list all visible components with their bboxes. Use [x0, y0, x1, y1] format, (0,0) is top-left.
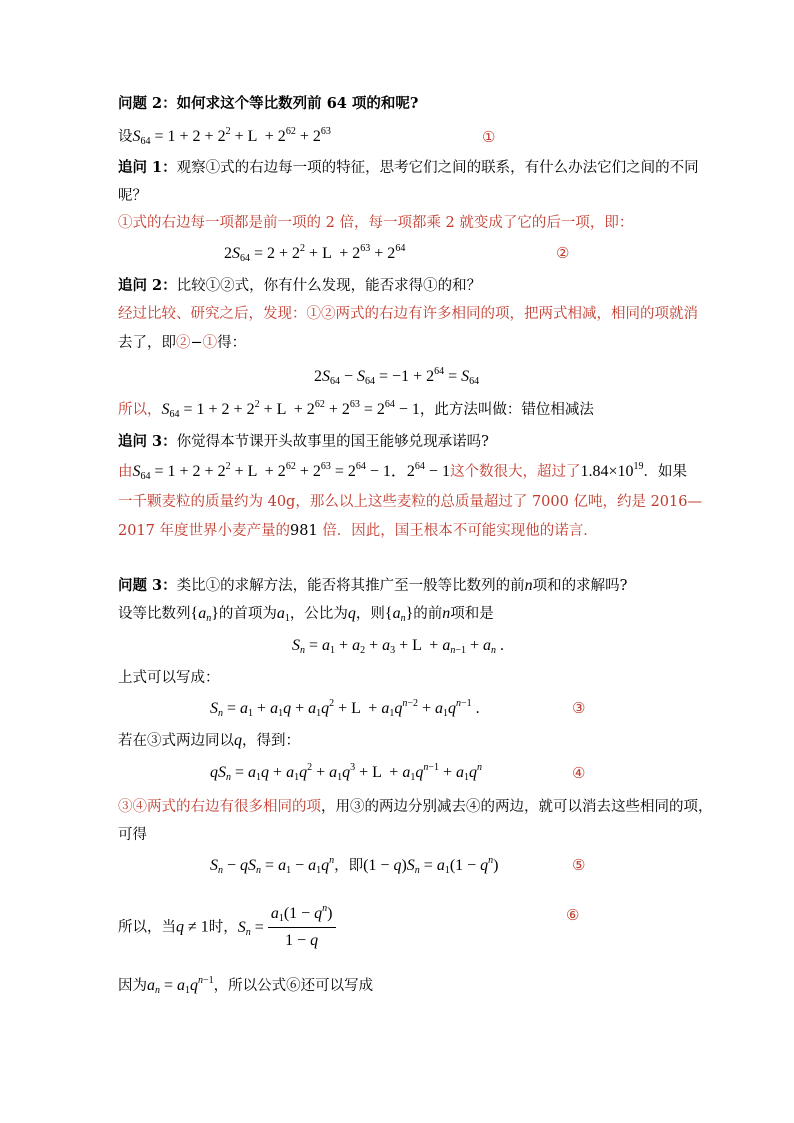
- setup-d: ，则: [355, 606, 385, 622]
- followup-1-text: 观察①式的右边每一项的特征，思考它们之间的联系，有什么办法它们之间的不同: [176, 160, 699, 176]
- sum-result: $S_{64} = 1 + 2 + 2^2 + L + 2^{62} + 2^{63} = 2^{64} - 1$: [161, 399, 420, 420]
- circle-2: ②: [176, 335, 191, 351]
- equation-6-number: ⑥: [566, 906, 580, 924]
- followup-3: [118, 432, 489, 452]
- question-3-label: 问题 3：: [118, 577, 177, 594]
- formula-line: 所以，当q ≠ 1时，$S_n$ = $\frac{a_1(1 - q^n)}{1 - q}$: [118, 902, 336, 953]
- equation-2: $2S_{64} = 2 + 2^2 + L + 2^{63} + 2^{64}$: [224, 243, 406, 264]
- setup-e: 的前: [413, 606, 443, 622]
- followup-1-cont: 呢？: [118, 188, 147, 204]
- by-prefix: 由: [118, 464, 133, 480]
- followup-3-label: 追问 3：: [118, 433, 177, 450]
- equation-1: $S_{64} = 1 + 2 + 2^2 + L + 2^{62} + 2^{63}$: [132, 126, 331, 147]
- difference-black: ，用③的两边分别减去④的两边，就可以消去这些相同的项，: [321, 799, 713, 815]
- since-line: 因为$a_n = a_1q^{n-1}$，所以公式⑥还可以写成: [118, 975, 374, 996]
- bound-value: $1.84\times 10^{19}$: [580, 461, 644, 480]
- followup-2-text: 比较①②式，你有什么发现，能否求得①的和？: [176, 278, 482, 294]
- difference-line: [118, 797, 713, 817]
- equation-4-number: ④: [572, 764, 586, 782]
- multiply-a: 若在③式两边同以: [118, 733, 234, 749]
- equation-1-prefix: 设: [118, 129, 133, 145]
- question-3-text-a: 类比①的求解方法，能否将其推广至一般等比数列的前: [176, 578, 525, 594]
- text-a: 去了，即: [118, 335, 176, 351]
- so-b: 时，: [208, 919, 238, 936]
- multiply-b: ，得到：: [242, 733, 300, 749]
- equation-5: $S_n - qS_n = a_1 - a_1q^n$，即$(1 - q)S_n = a_1(1 - q^n)$: [210, 855, 499, 876]
- equation-3: $S_n = a_1 + a_1q + a_1q^2 + L + a_1q^{n-2} + a_1q^{n-1}$ .: [210, 698, 480, 719]
- question-2-text: 如何求这个等比数列前 64 项的和呢?: [176, 95, 419, 112]
- question-2-label: 问题 2：: [118, 95, 177, 112]
- followup-1: [118, 158, 699, 178]
- big-number-text: 这个数很大，超过了: [449, 464, 581, 480]
- if-text: ．如果: [643, 464, 687, 480]
- followup-3-text: 你觉得本节课开头故事里的国王能够兑现承诺吗?: [176, 434, 489, 450]
- equation-1-number: ①: [482, 128, 496, 146]
- equation-2-number: ②: [556, 244, 570, 262]
- question-3: [118, 576, 627, 596]
- difference-red: ③④两式的右边有很多相同的项: [118, 799, 321, 815]
- so-prefix: 所以，: [118, 402, 162, 418]
- so-a: 所以，当: [118, 919, 176, 936]
- equation-1-line: [118, 127, 331, 147]
- followup-2-answer: [118, 304, 698, 324]
- multiply-line: 若在③式两边同以q，得到：: [118, 732, 300, 749]
- setup-f: 项和是: [450, 606, 494, 622]
- followup-1-label: 追问 1：: [118, 159, 177, 176]
- ratio-value: 981: [290, 523, 318, 539]
- followup-1-answer: ①式的右边每一项都是前一项的 2 倍，每一项都乘 2 就变成了它的后一项，即：: [118, 215, 634, 231]
- equation-3-number: ③: [572, 699, 586, 717]
- question-2: [118, 94, 418, 114]
- equation-5-mid: ，即: [334, 858, 364, 874]
- setup-a: 设等比数列: [118, 606, 191, 622]
- rewrite-text: 上式可以写成：: [118, 670, 220, 686]
- big-number: ．$2^{64} - 1$: [390, 461, 450, 480]
- followup-2-answer-intro: 经过比较、研究之后，发现：: [118, 306, 307, 322]
- equation-4: $qS_n = a_1q + a_1q^2 + a_1q^3 + L + a_1q^{n-1} + a_1q^n$: [210, 762, 482, 783]
- followup-2: [118, 276, 481, 296]
- followup-3-answer-l2: 一千颗麦粒的质量约为 40g，那么以上这些麦粒的总质量超过了 7000 亿吨，约是 2016—: [118, 494, 702, 510]
- setup-c: ，公比为: [289, 606, 348, 622]
- question-3-text-b: 项和的求解吗?: [532, 578, 628, 594]
- sum-eq-again: $S_{64} = 1 + 2 + 2^2 + L + 2^{62} + 2^{63} = 2^{64} - 1$: [132, 461, 391, 482]
- conclusion-text: 倍．因此，国王根本不可能实现他的诺言．: [317, 523, 598, 539]
- sn-definition: $S_n = a_1 + a_2 + a_3 + L + a_{n-1} + a_n$ .: [292, 637, 504, 656]
- followup-2-answer-red: ①②两式的右边有许多相同的项，把两式相减，相同的项就消: [306, 306, 698, 322]
- since-b: ，所以公式⑥还可以写成: [213, 978, 374, 994]
- followup-3-answer-l3: [118, 521, 598, 541]
- so-result-line: [118, 400, 594, 420]
- equation-5-number: ⑤: [572, 856, 586, 874]
- followup-2-label: 追问 2：: [118, 277, 177, 294]
- text-e: 得：: [217, 335, 247, 351]
- minus: −: [190, 335, 203, 351]
- sum-formula-fraction: $\frac{a_1(1 - q^n)}{1 - q}$: [268, 902, 336, 953]
- n-var: n: [524, 577, 533, 594]
- setup-line: 设等比数列$\{a_n\}$的首项为$a_1$，公比为q，则$\{a_n\}$的前n项和是: [118, 605, 494, 624]
- subtraction-equation: $2S_{64} - S_{64} = -1 + 2^{64} = S_{64}$: [314, 366, 480, 387]
- method-name: ，此方法叫做：错位相减法: [419, 402, 594, 418]
- since-a: 因为: [118, 978, 147, 994]
- difference-cont: 可得: [118, 827, 147, 843]
- circle-1: ①: [202, 335, 218, 351]
- followup-2-answer-cont: [118, 333, 246, 353]
- setup-b: 的首项为: [218, 606, 277, 622]
- year-text: 2017 年度世界小麦产量的: [118, 523, 291, 539]
- followup-3-answer-l1: [118, 462, 687, 482]
